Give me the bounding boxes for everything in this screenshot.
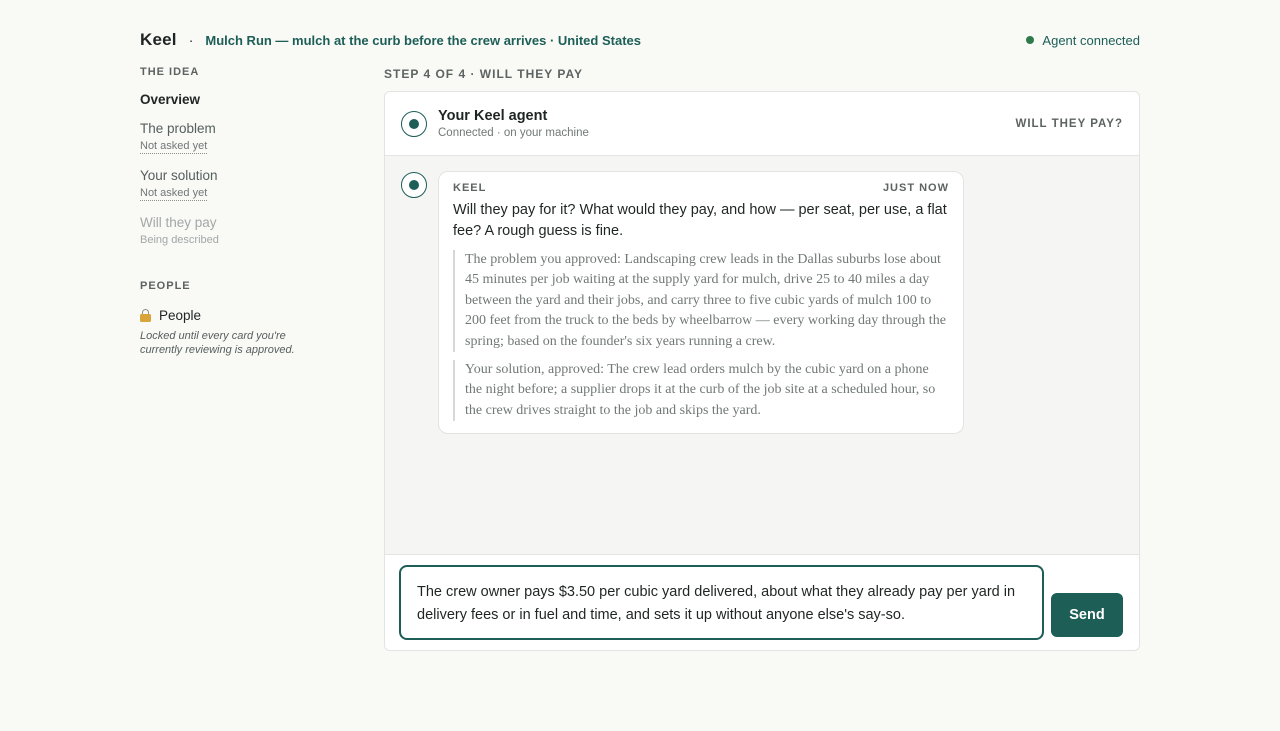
stage-label: WILL THEY PAY? [1015,117,1123,130]
step-label: STEP 4 OF 4 · WILL THEY PAY [384,67,584,81]
sidebar-item-solution[interactable] [140,168,340,201]
message-sender: KEEL [453,182,487,194]
approved-solution-quote: Your solution, approved: The crew lead orders mulch by the cubic yard on a phone the night before; a supplier drops it at the curb of the job site at a scheduled hour, so the crew drives straight to the job and skips the yard. [453,360,949,421]
reply-input[interactable]: The crew owner pays $3.50 per cubic yard delivered, about what they already pay per yard in delivery fees or in fuel and time, and sets it up without anyone else's say-so. [399,565,1044,640]
agent-status-label: Agent connected [1042,32,1140,48]
approved-problem-quote: The problem you approved: Landscaping crew leads in the Dallas suburbs lose about 45 minutes per job waiting at the supply yard for mulch, drive 25 to 40 miles a day between the yard and their jobs, and carry three to five cubic yards of mulch 100 to 200 feet from the truck to the beds by wheelbarrow — every working day through the spring; based on the founder's six years running a crew. [453,250,949,352]
sidebar-item-status: Not asked yet [140,187,208,199]
send-button[interactable]: Send [1051,593,1123,637]
sidebar-item-label: People [159,308,202,323]
sidebar-item-overview[interactable] [140,92,340,107]
lock-icon [140,309,151,322]
agent-title: Your Keel agent [438,108,548,124]
composer [385,554,1139,650]
agent-status [1026,33,1140,48]
brand-separator: · [188,32,194,48]
message-list[interactable] [385,156,1139,556]
sidebar-item-label: Overview [140,92,201,107]
sidebar-section-people: PEOPLE [140,280,191,292]
agent-header [385,92,1139,156]
keel-avatar-icon [401,172,427,198]
agent-avatar-icon [401,111,427,137]
sidebar-section-idea: THE IDEA [140,66,200,78]
sidebar-item-people[interactable] [140,308,340,323]
people-lock-note: Locked until every card you're currently reviewing is approved. [140,330,295,356]
agent-subtitle: Connected · on your machine [438,127,589,139]
sidebar-item-status: Not asked yet [140,140,208,152]
sidebar-item-label: Your solution [140,168,218,183]
sidebar-item-label: The problem [140,121,216,136]
sidebar-item-label: Will they pay [140,215,217,230]
top-bar [140,28,1140,52]
message-question: Will they pay for it? What would they pay, and how — per seat, per use, a flat fee? A rough guess is fine. [453,202,947,239]
sidebar-item-will-they-pay[interactable] [140,215,340,248]
project-title: Mulch Run — mulch at the curb before the crew arrives · United States [205,32,641,48]
agent-message [438,171,964,434]
status-dot-icon [1026,36,1034,44]
sidebar-item-status: Being described [140,234,219,246]
chat-panel [384,91,1140,651]
sidebar-item-problem[interactable] [140,121,340,154]
message-timestamp: JUST NOW [882,182,949,194]
brand-logo[interactable]: Keel [140,30,177,49]
sidebar [140,66,340,357]
